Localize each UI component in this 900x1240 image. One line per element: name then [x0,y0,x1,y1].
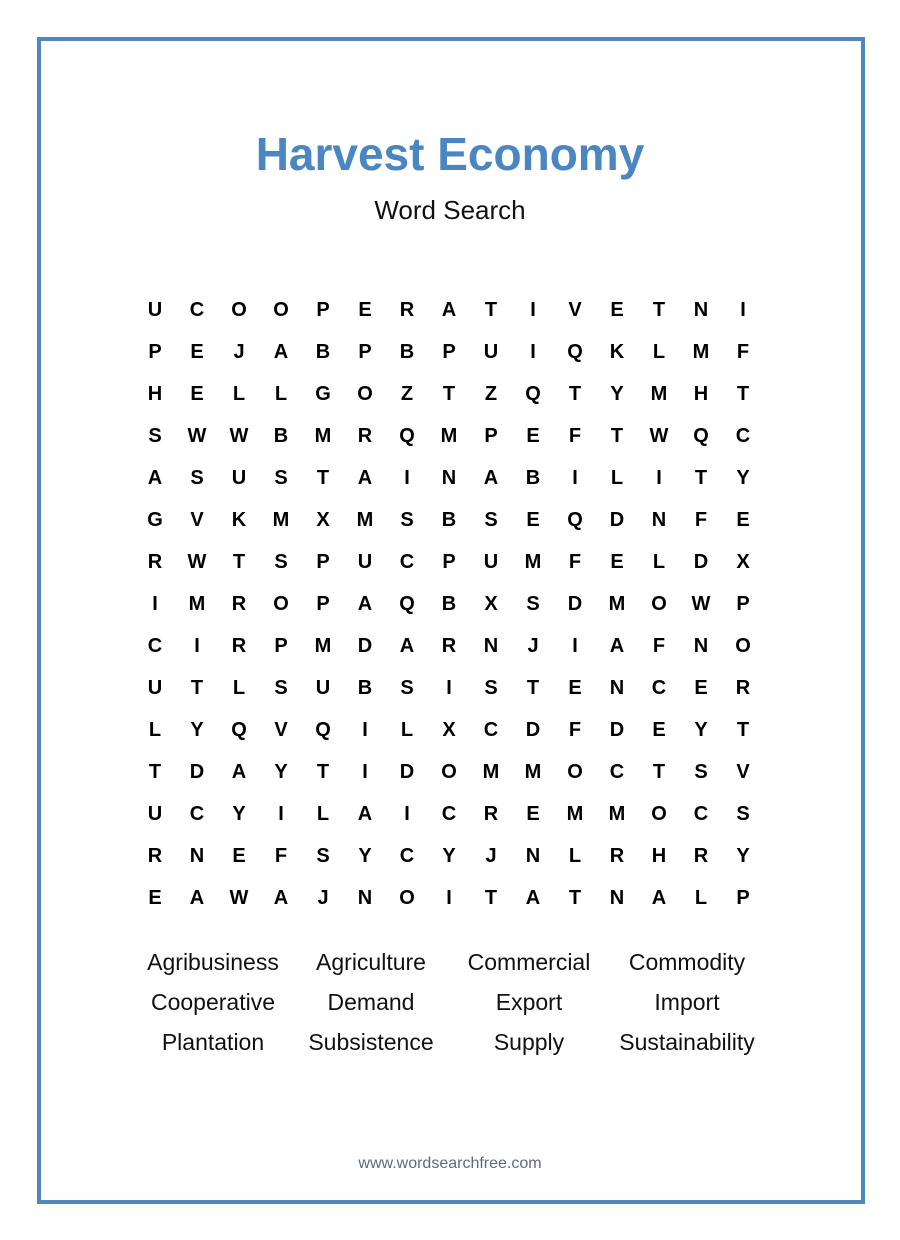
grid-letter: O [735,634,751,657]
grid-letter: T [232,550,246,573]
grid-letter: E [526,424,540,447]
grid-letter: C [189,298,205,321]
grid-letter: X [736,550,750,573]
grid-letter: M [608,802,626,825]
word-list-item: Agribusiness [147,949,279,975]
grid-letter: N [189,844,205,867]
grid-letter: A [231,760,247,783]
grid-letter: T [316,466,330,489]
grid-letter: D [693,550,709,573]
grid-letter: Y [736,466,750,489]
grid-letter: Q [567,508,583,531]
grid-letter: C [441,802,457,825]
word-list-item: Import [654,989,720,1015]
grid-letter: U [231,466,247,489]
grid-letter: Y [274,760,288,783]
grid-letter: O [441,760,457,783]
grid-letter: L [610,466,624,489]
grid-letter: Q [525,382,541,405]
grid-letter: P [442,550,456,573]
grid-letter: I [278,802,284,825]
grid-letter: R [441,634,457,657]
grid-letter: A [651,886,667,909]
grid-letter: U [147,676,163,699]
grid-letter: I [530,298,536,321]
grid-letter: B [525,466,541,489]
word-list-item: Supply [493,1029,565,1055]
grid-letter: A [609,634,625,657]
grid-letter: E [190,382,204,405]
grid-letter: T [736,718,750,741]
grid-letter: E [568,676,582,699]
grid-letter: T [526,676,540,699]
grid-letter: R [483,802,499,825]
word-list-item: Demand [327,989,415,1015]
grid-letter: T [190,676,204,699]
grid-letter: W [229,424,249,447]
grid-letter: Y [442,844,456,867]
grid-letter: S [736,802,750,825]
grid-letter: C [693,802,709,825]
grid-letter: I [404,466,410,489]
grid-letter: I [740,298,746,321]
footer-url: www.wordsearchfree.com [358,1155,542,1172]
grid-letter: M [440,424,458,447]
grid-letter: S [484,676,498,699]
grid-letter: D [609,718,625,741]
grid-letter: M [356,508,374,531]
grid-letter: R [147,550,163,573]
grid-letter: N [693,634,709,657]
grid-letter: T [652,298,666,321]
grid-letter: W [187,424,207,447]
grid-letter: C [651,676,667,699]
grid-letter: L [316,802,330,825]
grid-letter: O [273,298,289,321]
grid-letter: L [652,340,666,363]
grid-letter: W [187,550,207,573]
grid-letter: M [272,508,290,531]
grid-letter: R [693,844,709,867]
grid-letter: L [694,886,708,909]
grid-letter: L [232,676,246,699]
grid-letter: P [442,340,456,363]
grid-letter: G [147,508,163,531]
grid-letter: B [357,676,373,699]
word-list-item: Plantation [161,1029,265,1055]
grid-letter: S [400,676,414,699]
grid-letter: E [736,508,750,531]
grid-letter: I [572,634,578,657]
grid-letter: F [568,718,582,741]
grid-letter: O [357,382,373,405]
grid-letter: B [441,508,457,531]
grid-letter: I [362,718,368,741]
grid-letter: V [568,298,582,321]
grid-letter: N [483,634,499,657]
grid-letter: I [404,802,410,825]
grid-letter: D [609,508,625,531]
grid-letter: Y [232,802,246,825]
word-list-item: Commodity [628,949,746,975]
grid-letter: X [484,592,498,615]
grid-letter: A [273,340,289,363]
letter-grid [134,289,764,919]
page-title: Harvest Economy [255,128,645,180]
grid-letter: P [316,592,330,615]
grid-letter: M [524,550,542,573]
grid-letter: T [568,886,582,909]
grid-letter: R [399,298,415,321]
grid-letter: M [608,592,626,615]
grid-letter: C [399,550,415,573]
grid-letter: P [736,592,750,615]
grid-letter: O [567,760,583,783]
grid-letter: A [441,298,457,321]
grid-letter: O [399,886,415,909]
grid-letter: M [188,592,206,615]
grid-letter: S [526,592,540,615]
grid-letter: U [315,676,331,699]
grid-letter: Q [315,718,331,741]
grid-letter: M [524,760,542,783]
grid-letter: Q [231,718,247,741]
grid-letter: S [190,466,204,489]
grid-letter: D [525,718,541,741]
grid-letter: I [656,466,662,489]
grid-letter: U [483,550,499,573]
grid-letter: S [274,550,288,573]
grid-letter: T [736,382,750,405]
grid-letter: M [482,760,500,783]
grid-letter: M [650,382,668,405]
grid-letter: N [651,508,667,531]
grid-letter: P [484,424,498,447]
grid-letter: B [441,592,457,615]
grid-letter: N [441,466,457,489]
grid-letter: P [358,340,372,363]
grid-letter: T [484,886,498,909]
grid-letter: C [147,634,163,657]
grid-letter: A [357,466,373,489]
grid-letter: X [442,718,456,741]
grid-letter: C [735,424,751,447]
grid-letter: J [527,634,539,657]
grid-letter: L [232,382,246,405]
grid-letter: R [231,592,247,615]
grid-letter: Y [694,718,708,741]
grid-letter: E [526,802,540,825]
grid-letter: U [357,550,373,573]
grid-letter: A [357,592,373,615]
grid-letter: M [692,340,710,363]
grid-letter: V [736,760,750,783]
grid-letter: A [189,886,205,909]
grid-letter: T [652,760,666,783]
grid-letter: W [691,592,711,615]
grid-letter: C [483,718,499,741]
grid-letter: H [651,844,667,867]
grid-letter: N [609,886,625,909]
grid-letter: T [148,760,162,783]
grid-letter: E [610,550,624,573]
grid-letter: R [231,634,247,657]
grid-letter: H [693,382,709,405]
grid-letter: U [483,340,499,363]
grid-letter: A [525,886,541,909]
grid-letter: F [652,634,666,657]
grid-letter: C [189,802,205,825]
grid-letter: I [194,634,200,657]
grid-letter: N [693,298,709,321]
grid-letter: M [314,634,332,657]
grid-letter: I [530,340,536,363]
grid-letter: T [316,760,330,783]
grid-letter: Q [693,424,709,447]
grid-letter: J [485,844,497,867]
grid-letter: I [152,592,158,615]
grid-letter: E [148,886,162,909]
grid-letter: O [273,592,289,615]
grid-letter: T [694,466,708,489]
grid-letter: K [609,340,625,363]
grid-letter: S [484,508,498,531]
word-list [134,942,766,1062]
word-list-item: Export [495,989,563,1015]
grid-letter: E [610,298,624,321]
grid-letter: Y [190,718,204,741]
grid-letter: S [274,676,288,699]
grid-letter: E [694,676,708,699]
grid-letter: E [232,844,246,867]
grid-letter: A [399,634,415,657]
grid-letter: T [610,424,624,447]
word-list-item: Subsistence [308,1029,434,1055]
grid-letter: B [273,424,289,447]
grid-letter: P [316,298,330,321]
grid-letter: O [651,592,667,615]
grid-letter: L [652,550,666,573]
grid-letter: F [694,508,708,531]
grid-letter: R [147,844,163,867]
grid-letter: N [357,886,373,909]
grid-letter: I [446,676,452,699]
grid-letter: Z [484,382,498,405]
grid-letter: U [147,802,163,825]
grid-letter: D [189,760,205,783]
grid-letter: T [568,382,582,405]
grid-letter: A [147,466,163,489]
grid-letter: Q [567,340,583,363]
grid-letter: T [442,382,456,405]
grid-letter: D [567,592,583,615]
word-list-item: Commercial [467,949,591,975]
grid-letter: M [566,802,584,825]
grid-letter: F [736,340,750,363]
grid-letter: P [736,886,750,909]
word-list-item: Agriculture [316,949,426,975]
grid-letter: S [274,466,288,489]
word-list-item: Sustainability [619,1029,755,1055]
page-subtitle: Word Search [374,195,526,225]
grid-letter: O [651,802,667,825]
grid-letter: A [273,886,289,909]
grid-letter: C [399,844,415,867]
grid-letter: B [399,340,415,363]
grid-letter: Y [736,844,750,867]
grid-letter: S [148,424,162,447]
grid-letter: F [568,424,582,447]
grid-letter: Y [610,382,624,405]
grid-letter: I [446,886,452,909]
grid-letter: P [316,550,330,573]
grid-letter: A [483,466,499,489]
grid-letter: R [357,424,373,447]
grid-letter: T [484,298,498,321]
grid-letter: V [190,508,204,531]
grid-letter: N [609,676,625,699]
grid-letter: Q [399,592,415,615]
grid-letter: C [609,760,625,783]
grid-letter: J [317,886,329,909]
grid-letter: R [735,676,751,699]
grid-letter: G [315,382,331,405]
grid-letter: V [274,718,288,741]
grid-letter: E [358,298,372,321]
grid-letter: S [316,844,330,867]
grid-letter: S [694,760,708,783]
grid-letter: U [147,298,163,321]
grid-letter: I [362,760,368,783]
grid-letter: Z [400,382,414,405]
grid-letter: R [609,844,625,867]
grid-letter: X [316,508,330,531]
grid-letter: E [526,508,540,531]
grid-letter: P [148,340,162,363]
grid-letter: Q [399,424,415,447]
grid-letter: P [274,634,288,657]
grid-letter: F [568,550,582,573]
grid-letter: B [315,340,331,363]
grid-letter: A [357,802,373,825]
grid-letter: L [148,718,162,741]
grid-letter: E [652,718,666,741]
grid-letter: K [231,508,247,531]
word-list-item: Cooperative [150,989,276,1015]
grid-letter: J [233,340,245,363]
grid-letter: E [190,340,204,363]
grid-letter: L [274,382,288,405]
grid-letter: O [231,298,247,321]
grid-letter: D [357,634,373,657]
grid-letter: W [649,424,669,447]
grid-letter: W [229,886,249,909]
grid-letter: L [568,844,582,867]
grid-letter: F [274,844,288,867]
grid-letter: H [147,382,163,405]
grid-letter: S [400,508,414,531]
grid-letter: D [399,760,415,783]
grid-letter: M [314,424,332,447]
grid-letter: N [525,844,541,867]
grid-letter: I [572,466,578,489]
grid-letter: Y [358,844,372,867]
grid-letter: L [400,718,414,741]
